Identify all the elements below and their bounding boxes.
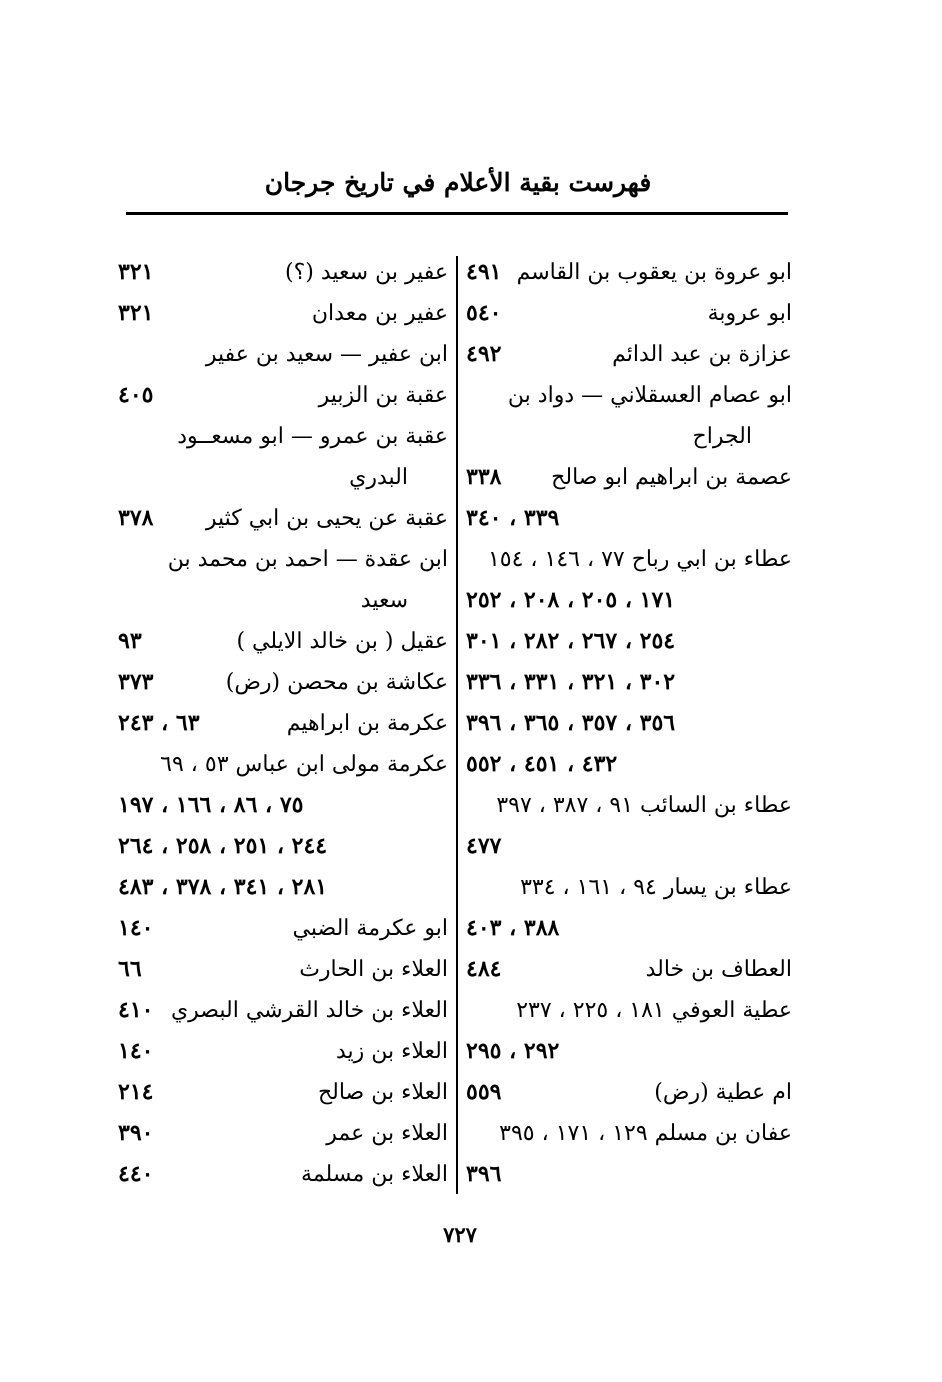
index-entry xyxy=(118,867,448,908)
entry-pages: ٣٣٩ ، ٣٤٠ xyxy=(466,505,560,531)
index-entry xyxy=(118,990,448,1031)
index-entry xyxy=(118,826,448,867)
entry-pages: ٣٢١ xyxy=(118,259,154,285)
index-entry xyxy=(466,375,792,416)
entry-pages: ٤٩٢ xyxy=(466,341,502,367)
header-rule xyxy=(126,212,788,215)
entry-name: العلاء بن صالح xyxy=(317,1080,448,1105)
entry-name: سعيد xyxy=(360,588,408,613)
entry-pages: ٣٢١ xyxy=(118,300,154,326)
entry-name: عفير بن سعيد (؟) xyxy=(285,260,448,285)
index-entry xyxy=(466,539,792,580)
entry-pages: ٣٥٦ ، ٣٥٧ ، ٣٦٥ ، ٣٩٦ xyxy=(466,710,676,736)
index-entry xyxy=(118,949,448,990)
entry-pages: ٦٦ xyxy=(118,956,142,982)
index-entry xyxy=(466,1154,792,1195)
entry-name: العطاف بن خالد xyxy=(645,957,792,982)
entry-name: العلاء بن الحارث xyxy=(299,957,448,982)
entry-name: الجراح xyxy=(692,424,752,449)
entry-name: عقبة بن عمرو — ابو مسعــود xyxy=(177,424,448,449)
index-entry xyxy=(466,1031,792,1072)
entry-name: عكرمة بن ابراهيم xyxy=(286,711,448,736)
entry-pages: ٢٩٢ ، ٢٩٥ xyxy=(466,1038,560,1064)
index-entry xyxy=(466,457,792,498)
entry-pages: ٦٣ ، ٢٤٣ xyxy=(118,710,200,736)
column-divider xyxy=(456,256,458,1194)
entry-name: ابو عكرمة الضبي xyxy=(292,916,448,941)
index-entry xyxy=(118,375,448,416)
entry-name: عقبة بن الزبير xyxy=(318,383,448,408)
index-entry xyxy=(118,1031,448,1072)
index-entry xyxy=(466,621,792,662)
index-entry xyxy=(466,744,792,785)
entry-pages: ٤٨٤ xyxy=(466,956,502,982)
index-entry xyxy=(118,498,448,539)
entry-name: عطاء بن ابي رباح ٧٧ ، ١٤٦ ، ١٥٤ xyxy=(487,547,792,572)
entry-name: عفان بن مسلم ١٢٩ ، ١٧١ ، ٣٩٥ xyxy=(499,1121,792,1146)
index-entry xyxy=(466,293,792,334)
index-entry xyxy=(118,457,448,498)
entry-pages: ٣٩٦ xyxy=(466,1161,502,1187)
entry-name: ابو عروة بن يعقوب بن القاسم xyxy=(516,260,792,285)
entry-name: عطاء بن السائب ٩١ ، ٣٨٧ ، ٣٩٧ xyxy=(496,793,792,818)
entry-pages: ٤٧٧ xyxy=(466,833,502,859)
index-entry xyxy=(118,1154,448,1195)
index-entry xyxy=(118,1113,448,1154)
entry-name: ابن عقدة — احمد بن محمد بن xyxy=(167,547,448,572)
index-entry xyxy=(118,744,448,785)
index-entry xyxy=(118,252,448,293)
entry-name: عصمة بن ابراهيم ابو صالح xyxy=(551,465,792,490)
entry-pages: ٣٧٣ xyxy=(118,669,154,695)
entry-name: العلاء بن عمر xyxy=(326,1121,448,1146)
entry-pages: ٤٩١ xyxy=(466,259,502,285)
index-entry xyxy=(118,621,448,662)
index-entry xyxy=(466,252,792,293)
entry-pages: ١٧١ ، ٢٠٥ ، ٢٠٨ ، ٢٥٢ xyxy=(466,587,676,613)
index-entry xyxy=(118,1072,448,1113)
entry-pages: ٩٣ xyxy=(118,628,142,654)
index-entry xyxy=(466,334,792,375)
index-entry xyxy=(118,703,448,744)
entry-pages: ٣٠٢ ، ٣٢١ ، ٣٣١ ، ٣٣٦ xyxy=(466,669,676,695)
index-entry xyxy=(466,826,792,867)
index-entry xyxy=(118,416,448,457)
page-number: ٧٢٧ xyxy=(443,1222,477,1247)
entry-pages: ١٤٠ xyxy=(118,1038,154,1064)
entry-name: العلاء بن زيد xyxy=(335,1039,448,1064)
entry-name: عطية العوفي ١٨١ ، ٢٢٥ ، ٢٣٧ xyxy=(516,998,792,1023)
index-entry xyxy=(466,1113,792,1154)
index-column-left xyxy=(118,252,448,1195)
entry-pages: ١٤٠ xyxy=(118,915,154,941)
entry-name: عكاشة بن محصن (رض) xyxy=(225,670,448,695)
entry-name: عطاء بن يسار ٩٤ ، ١٦١ ، ٣٣٤ xyxy=(520,875,792,900)
page-header-title: فهرست بقية الأعلام في تاريخ جرجان xyxy=(264,168,652,197)
entry-name: عقيل ( بن خالد الايلي ) xyxy=(236,629,448,654)
index-entry xyxy=(466,580,792,621)
entry-name: عقبة عن يحيى بن ابي كثير xyxy=(205,506,448,531)
entry-pages: ٤٣٢ ، ٤٥١ ، ٥٥٢ xyxy=(466,751,618,777)
entry-name: البدري xyxy=(349,465,408,490)
index-entry xyxy=(466,662,792,703)
entry-name: عكرمة مولى ابن عباس ٥٣ ، ٦٩ xyxy=(160,752,448,777)
entry-pages: ٤١٠ xyxy=(118,997,154,1023)
index-entry xyxy=(118,334,448,375)
index-entry xyxy=(466,867,792,908)
entry-name: ام عطية (رض) xyxy=(654,1080,792,1105)
entry-pages: ٣٣٨ xyxy=(466,464,502,490)
index-entry xyxy=(118,662,448,703)
index-entry xyxy=(118,785,448,826)
index-entry xyxy=(118,293,448,334)
entry-pages: ٢٥٤ ، ٢٦٧ ، ٢٨٢ ، ٣٠١ xyxy=(466,628,676,654)
index-entry xyxy=(466,990,792,1031)
entry-pages: ٣٨٨ ، ٤٠٣ xyxy=(466,915,560,941)
index-entry xyxy=(118,580,448,621)
entry-name: عفير بن معدان xyxy=(311,301,448,326)
entry-name: ابن عفير — سعيد بن عفير xyxy=(205,342,448,367)
entry-name: العلاء بن خالد القرشي البصري xyxy=(170,998,448,1023)
index-column-right xyxy=(466,252,792,1195)
entry-pages: ٧٥ ، ٨٦ ، ١٦٦ ، ١٩٧ xyxy=(118,792,304,818)
entry-pages: ٥٤٠ xyxy=(466,300,502,326)
entry-pages: ٥٥٩ xyxy=(466,1079,502,1105)
entry-pages: ٤٠٥ xyxy=(118,382,154,408)
index-entry xyxy=(118,908,448,949)
entry-pages: ٢١٤ xyxy=(118,1079,154,1105)
entry-pages: ٣٧٨ xyxy=(118,505,154,531)
index-entry xyxy=(118,539,448,580)
index-entry xyxy=(466,416,792,457)
index-entry xyxy=(466,908,792,949)
index-entry xyxy=(466,1072,792,1113)
index-entry xyxy=(466,703,792,744)
entry-name: العلاء بن مسلمة xyxy=(301,1162,448,1187)
entry-pages: ٢٤٤ ، ٢٥١ ، ٢٥٨ ، ٢٦٤ xyxy=(118,833,328,859)
entry-name: ابو عصام العسقلاني — دواد بن xyxy=(507,383,792,408)
entry-pages: ٢٨١ ، ٣٤١ ، ٣٧٨ ، ٤٨٣ xyxy=(118,874,328,900)
entry-name: عزازة بن عبد الدائم xyxy=(612,342,792,367)
entry-name: ابو عروبة xyxy=(707,301,792,326)
index-entry xyxy=(466,498,792,539)
entry-pages: ٣٩٠ xyxy=(118,1120,154,1146)
index-entry xyxy=(466,949,792,990)
entry-pages: ٤٤٠ xyxy=(118,1161,154,1187)
index-entry xyxy=(466,785,792,826)
